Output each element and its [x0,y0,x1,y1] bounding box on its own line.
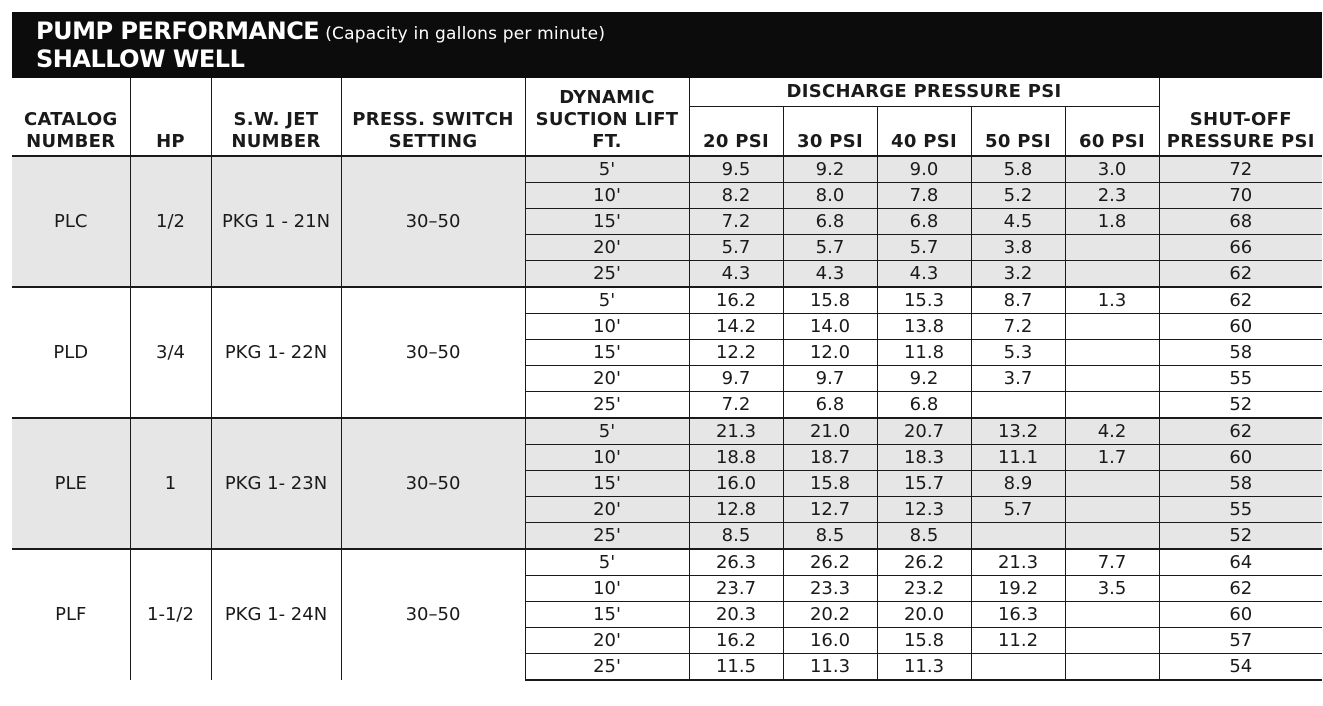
capacity-cell: 12.0 [783,340,877,366]
col-header-switch: PRESS. SWITCH SETTING [341,78,525,156]
table-row [12,418,1322,445]
switch-setting-cell: 30–50 [341,549,525,680]
capacity-cell: 14.0 [783,314,877,340]
jet-number-cell: PKG 1 - 21N [211,156,341,287]
suction-lift-cell: 15' [525,471,689,497]
pump-group-pld [12,287,1322,418]
capacity-cell: 20.3 [689,602,783,628]
capacity-cell: 15.3 [877,287,971,314]
capacity-cell: 21.3 [689,418,783,445]
suction-lift-cell: 15' [525,209,689,235]
capacity-cell: 5.3 [971,340,1065,366]
suction-lift-cell: 5' [525,418,689,445]
suction-lift-cell: 10' [525,183,689,209]
capacity-cell: 26.2 [877,549,971,576]
capacity-cell [1065,366,1159,392]
capacity-cell: 8.5 [783,523,877,550]
capacity-cell [1065,261,1159,288]
shutoff-pressure-cell: 62 [1159,287,1322,314]
capacity-cell: 8.7 [971,287,1065,314]
suction-lift-cell: 25' [525,654,689,681]
capacity-cell [1065,654,1159,681]
capacity-cell: 8.5 [877,523,971,550]
suction-lift-cell: 5' [525,156,689,183]
col-header-psi: 60 PSI [1065,107,1159,157]
capacity-cell: 9.2 [783,156,877,183]
suction-lift-cell: 20' [525,235,689,261]
shutoff-pressure-cell: 58 [1159,340,1322,366]
capacity-cell: 26.3 [689,549,783,576]
shutoff-pressure-cell: 62 [1159,418,1322,445]
capacity-cell [971,654,1065,681]
shutoff-pressure-cell: 64 [1159,549,1322,576]
capacity-cell: 8.2 [689,183,783,209]
capacity-cell [1065,628,1159,654]
capacity-cell: 18.3 [877,445,971,471]
shutoff-pressure-cell: 62 [1159,261,1322,288]
col-header-shutoff: SHUT-OFF PRESSURE PSI [1159,78,1322,156]
shutoff-pressure-cell: 68 [1159,209,1322,235]
capacity-cell: 4.3 [783,261,877,288]
col-header-psi: 50 PSI [971,107,1065,157]
shutoff-pressure-cell: 72 [1159,156,1322,183]
capacity-cell: 9.5 [689,156,783,183]
capacity-cell: 3.0 [1065,156,1159,183]
capacity-cell: 16.2 [689,628,783,654]
jet-number-cell: PKG 1- 22N [211,287,341,418]
switch-setting-cell: 30–50 [341,287,525,418]
col-header-hp: HP [130,78,211,156]
capacity-cell: 15.8 [877,628,971,654]
capacity-cell: 8.9 [971,471,1065,497]
suction-lift-cell: 20' [525,366,689,392]
suction-lift-cell: 15' [525,602,689,628]
capacity-cell [1065,471,1159,497]
capacity-cell: 7.2 [689,209,783,235]
capacity-cell: 20.2 [783,602,877,628]
jet-number-cell: PKG 1- 23N [211,418,341,549]
capacity-cell: 9.7 [689,366,783,392]
capacity-cell: 26.2 [783,549,877,576]
col-header-catalog: CATALOG NUMBER [12,78,130,156]
capacity-cell: 4.3 [877,261,971,288]
capacity-cell: 8.0 [783,183,877,209]
capacity-cell: 3.7 [971,366,1065,392]
capacity-cell: 12.3 [877,497,971,523]
capacity-cell: 13.8 [877,314,971,340]
capacity-cell: 1.8 [1065,209,1159,235]
page-title: PUMP PERFORMANCE [36,17,320,45]
capacity-cell [1065,497,1159,523]
capacity-cell: 18.7 [783,445,877,471]
shutoff-pressure-cell: 60 [1159,602,1322,628]
col-header-psi: 40 PSI [877,107,971,157]
suction-lift-cell: 20' [525,497,689,523]
capacity-cell: 23.3 [783,576,877,602]
capacity-cell: 21.3 [971,549,1065,576]
shutoff-pressure-cell: 55 [1159,366,1322,392]
shutoff-pressure-cell: 70 [1159,183,1322,209]
capacity-cell: 12.8 [689,497,783,523]
capacity-cell: 13.2 [971,418,1065,445]
table-row [12,156,1322,183]
capacity-cell: 21.0 [783,418,877,445]
shutoff-pressure-cell: 52 [1159,392,1322,419]
capacity-cell: 15.7 [877,471,971,497]
capacity-cell: 4.5 [971,209,1065,235]
capacity-cell [1065,235,1159,261]
title-banner [12,12,1322,78]
suction-lift-cell: 25' [525,392,689,419]
shutoff-pressure-cell: 52 [1159,523,1322,550]
shutoff-pressure-cell: 60 [1159,445,1322,471]
capacity-cell [1065,523,1159,550]
capacity-cell: 7.8 [877,183,971,209]
col-header-jet: S.W. JET NUMBER [211,78,341,156]
shutoff-pressure-cell: 57 [1159,628,1322,654]
col-header-lift: DYNAMIC SUCTION LIFT FT. [525,78,689,156]
capacity-cell: 16.0 [783,628,877,654]
capacity-cell: 5.8 [971,156,1065,183]
shutoff-pressure-cell: 58 [1159,471,1322,497]
capacity-cell: 14.2 [689,314,783,340]
shutoff-pressure-cell: 62 [1159,576,1322,602]
hp-cell: 1-1/2 [130,549,211,680]
capacity-cell: 16.3 [971,602,1065,628]
suction-lift-cell: 10' [525,445,689,471]
pump-group-plf [12,549,1322,680]
capacity-cell: 3.2 [971,261,1065,288]
suction-lift-cell: 5' [525,287,689,314]
capacity-cell: 5.7 [971,497,1065,523]
capacity-cell: 15.8 [783,287,877,314]
shutoff-pressure-cell: 54 [1159,654,1322,681]
capacity-cell [1065,340,1159,366]
suction-lift-cell: 10' [525,576,689,602]
col-header-psi: 30 PSI [783,107,877,157]
suction-lift-cell: 15' [525,340,689,366]
capacity-cell: 9.2 [877,366,971,392]
catalog-number-cell: PLF [12,549,130,680]
capacity-cell: 12.2 [689,340,783,366]
capacity-cell [1065,314,1159,340]
capacity-cell: 18.8 [689,445,783,471]
capacity-cell: 23.2 [877,576,971,602]
capacity-cell: 8.5 [689,523,783,550]
capacity-cell: 9.0 [877,156,971,183]
capacity-cell: 5.7 [783,235,877,261]
capacity-cell: 2.3 [1065,183,1159,209]
capacity-cell: 3.5 [1065,576,1159,602]
catalog-number-cell: PLE [12,418,130,549]
capacity-cell: 5.7 [877,235,971,261]
capacity-cell: 15.8 [783,471,877,497]
capacity-cell [971,523,1065,550]
capacity-cell: 6.8 [877,392,971,419]
capacity-cell: 4.2 [1065,418,1159,445]
pump-performance-table [12,78,1322,681]
col-header-psi: 20 PSI [689,107,783,157]
capacity-cell: 9.7 [783,366,877,392]
capacity-cell: 19.2 [971,576,1065,602]
capacity-cell: 23.7 [689,576,783,602]
capacity-cell: 7.7 [1065,549,1159,576]
jet-number-cell: PKG 1- 24N [211,549,341,680]
capacity-cell: 20.7 [877,418,971,445]
capacity-cell: 7.2 [689,392,783,419]
capacity-cell: 12.7 [783,497,877,523]
hp-cell: 1 [130,418,211,549]
catalog-number-cell: PLD [12,287,130,418]
page-section-title: SHALLOW WELL [36,45,245,73]
pump-group-ple [12,418,1322,549]
capacity-cell: 16.2 [689,287,783,314]
col-header-discharge-group: DISCHARGE PRESSURE PSI [689,78,1159,107]
suction-lift-cell: 25' [525,261,689,288]
hp-cell: 1/2 [130,156,211,287]
capacity-cell: 16.0 [689,471,783,497]
catalog-number-cell: PLC [12,156,130,287]
capacity-cell: 11.8 [877,340,971,366]
shutoff-pressure-cell: 60 [1159,314,1322,340]
suction-lift-cell: 10' [525,314,689,340]
capacity-cell [1065,602,1159,628]
capacity-cell: 11.5 [689,654,783,681]
table-row [12,549,1322,576]
page-subtitle: (Capacity in gallons per minute) [325,24,606,44]
table-row [12,287,1322,314]
capacity-cell: 11.3 [783,654,877,681]
capacity-cell: 5.7 [689,235,783,261]
shutoff-pressure-cell: 66 [1159,235,1322,261]
capacity-cell: 5.2 [971,183,1065,209]
capacity-cell: 6.8 [877,209,971,235]
hp-cell: 3/4 [130,287,211,418]
capacity-cell: 6.8 [783,209,877,235]
capacity-cell: 11.2 [971,628,1065,654]
capacity-cell: 7.2 [971,314,1065,340]
capacity-cell: 11.1 [971,445,1065,471]
capacity-cell: 1.7 [1065,445,1159,471]
suction-lift-cell: 20' [525,628,689,654]
capacity-cell: 4.3 [689,261,783,288]
capacity-cell: 11.3 [877,654,971,681]
capacity-cell: 20.0 [877,602,971,628]
suction-lift-cell: 25' [525,523,689,550]
switch-setting-cell: 30–50 [341,418,525,549]
capacity-cell: 3.8 [971,235,1065,261]
capacity-cell: 1.3 [1065,287,1159,314]
capacity-cell [971,392,1065,419]
pump-group-plc [12,156,1322,287]
capacity-cell [1065,392,1159,419]
suction-lift-cell: 5' [525,549,689,576]
switch-setting-cell: 30–50 [341,156,525,287]
shutoff-pressure-cell: 55 [1159,497,1322,523]
capacity-cell: 6.8 [783,392,877,419]
